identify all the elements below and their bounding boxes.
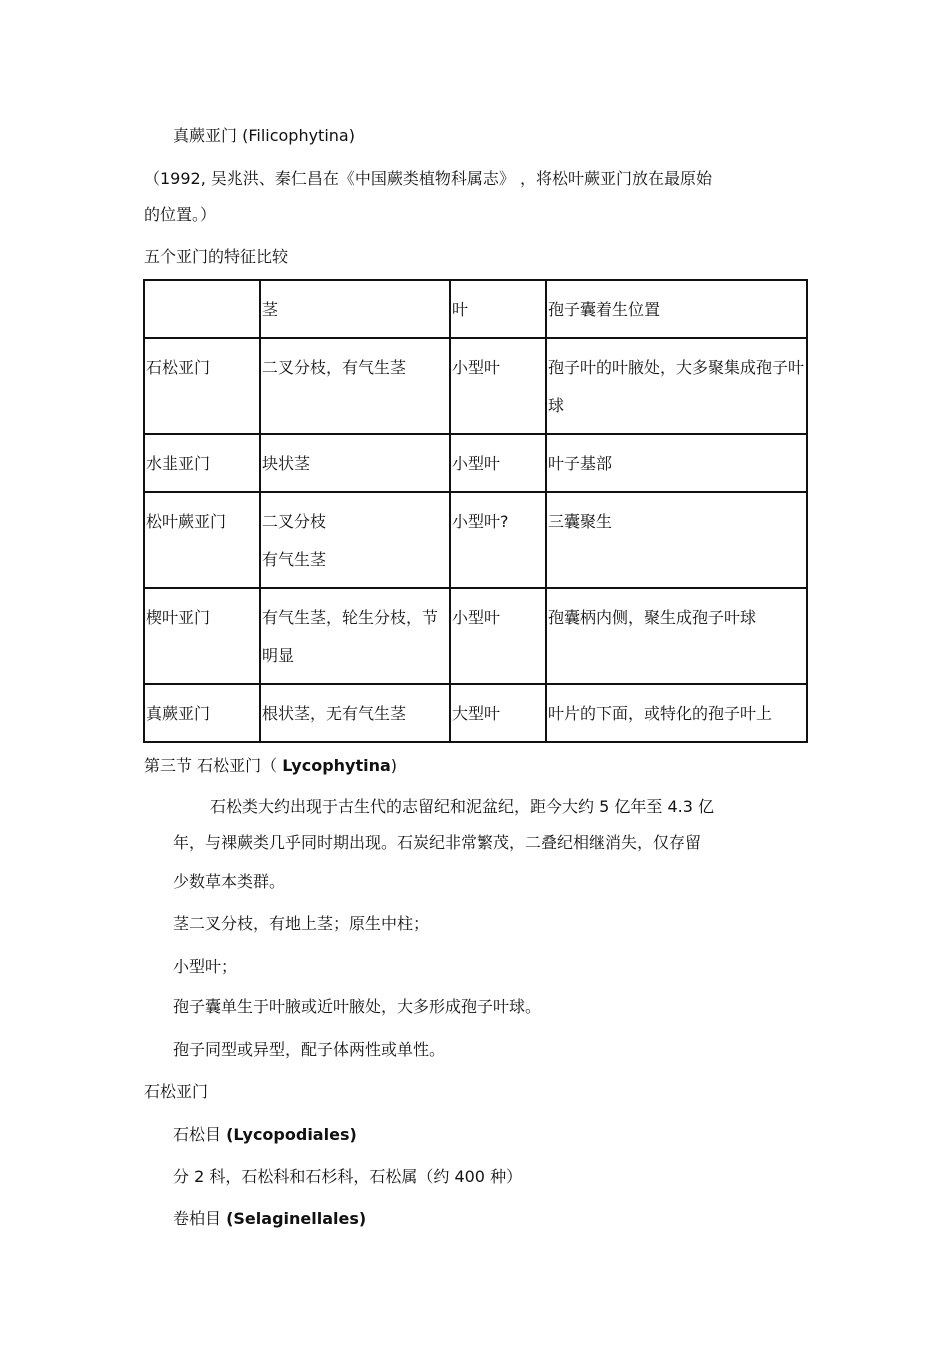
table-cell-name: 真蕨亚门 [144,684,260,742]
order-lycopodiales [173,1125,357,1145]
order-selaginellales [173,1209,366,1229]
table-cell-sporangia: 孢囊柄内侧，聚生成孢子叶球 [546,588,807,684]
table-cell-name: 石松亚门 [144,338,260,434]
table-row [144,684,807,742]
note-line-1: （1992, 吴兆洪、秦仁昌在《中国蕨类植物科属志》 ，将松叶蕨亚门放在最原始 [144,169,712,188]
table-cell-name: 松叶蕨亚门 [144,492,260,588]
table-cell-sporangia: 叶子基部 [546,434,807,492]
table-cell-stem: 有气生茎，轮生分枝，节明显 [260,588,450,684]
feature-leaf: 小型叶； [173,957,238,976]
table-cell-leaf: 大型叶 [450,684,546,742]
table-row [144,492,807,588]
table-cell-stem: 根状茎，无有气生茎 [260,684,450,742]
table-header-cell [144,280,260,338]
order-name: 石松目 [173,1125,227,1144]
section-heading-latin: Lycophytina [282,756,391,775]
table-cell-sporangia: 叶片的下面，或特化的孢子叶上 [546,684,807,742]
feature-sporangia: 孢子囊单生于叶腋或近叶腋处，大多形成孢子叶球。 [173,997,542,1016]
section-heading [144,756,397,776]
order-latin: (Lycopodiales) [226,1125,357,1144]
table-cell-stem: 块状茎 [260,434,450,492]
section-heading-prefix: 第三节 石松亚门（ [144,756,283,775]
table-cell-leaf: 小型叶 [450,588,546,684]
feature-stem: 茎二叉分枝，有地上茎；原生中柱； [173,914,430,933]
table-header-row [144,280,807,338]
section-heading-suffix: ) [390,756,398,775]
table-row [144,588,807,684]
table-row [144,338,807,434]
feature-spores: 孢子同型或异型，配子体两性或单性。 [173,1040,446,1059]
table-cell-name: 水韭亚门 [144,434,260,492]
paragraph-line-1: 石松类大约出现于古生代的志留纪和泥盆纪，距今大约 5 亿年至 4.3 亿 [210,797,714,816]
note-line-2: 的位置。） [144,205,217,224]
table-cell-stem: 二叉分枝 有气生茎 [260,492,450,588]
table-header-cell: 孢子囊着生位置 [546,280,807,338]
paragraph-line-2: 年，与裸蕨类几乎同时期出现。石炭纪非常繁茂，二叠纪相继消失，仅存留 [173,833,702,852]
table-cell-name: 楔叶亚门 [144,588,260,684]
table-header-cell: 茎 [260,280,450,338]
table-cell-stem: 二叉分枝，有气生茎 [260,338,450,434]
order-name: 卷柏目 [173,1209,227,1228]
table-cell-leaf: 小型叶 [450,338,546,434]
table-cell-leaf: 小型叶? [450,492,546,588]
table-cell-leaf: 小型叶 [450,434,546,492]
table-header-cell: 叶 [450,280,546,338]
table-cell-sporangia: 孢子叶的叶腋处，大多聚集成孢子叶球 [546,338,807,434]
table-title: 五个亚门的特征比较 [144,247,289,266]
table-row [144,434,807,492]
header-line: 真蕨亚门 (Filicophytina) [173,126,355,145]
order-latin: (Selaginellales) [226,1209,367,1228]
comparison-table [143,279,808,743]
order-lycopodiales-desc: 分 2 科，石松科和石杉科，石松属（约 400 种） [173,1167,523,1186]
paragraph-line-3: 少数草本类群。 [173,872,286,891]
table-cell-sporangia: 三囊聚生 [546,492,807,588]
subdivision-label: 石松亚门 [144,1082,209,1101]
